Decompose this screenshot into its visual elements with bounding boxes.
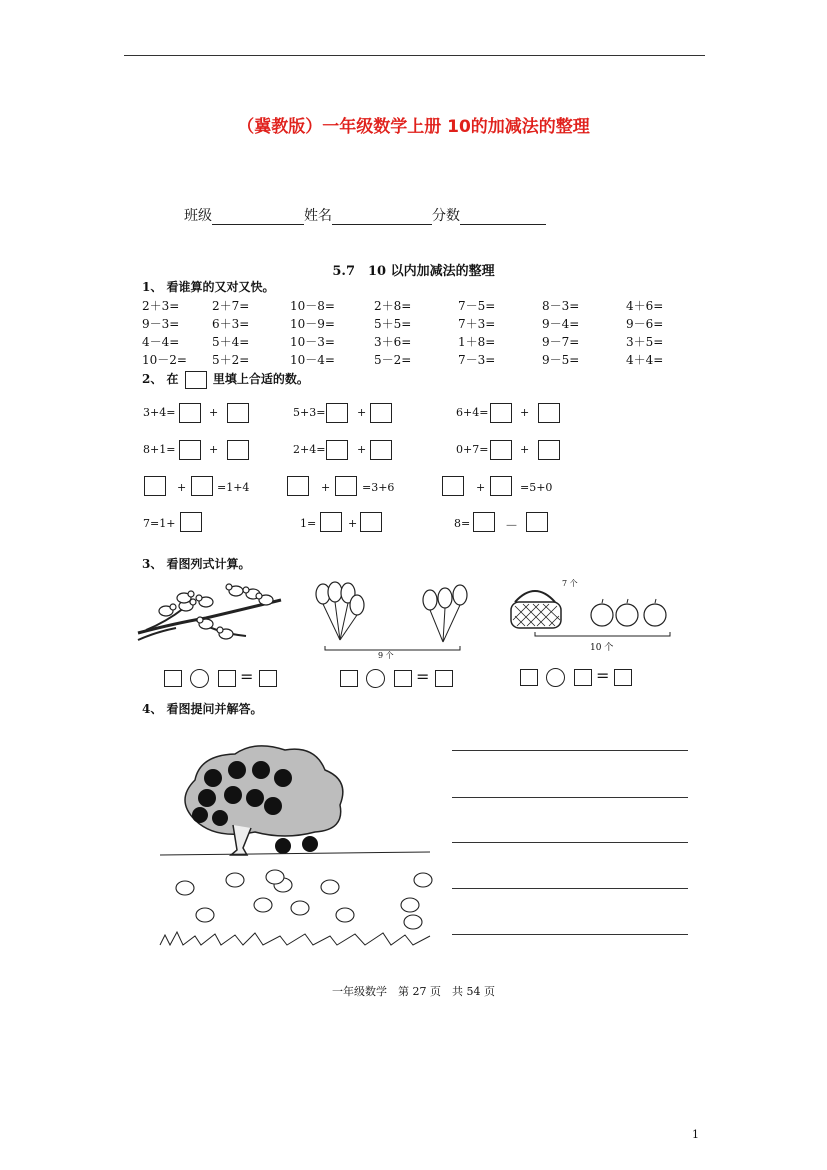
operator-circle[interactable] bbox=[546, 668, 565, 687]
name-label: 姓名 bbox=[304, 208, 332, 224]
exercise: 9－4= bbox=[542, 317, 580, 331]
balloons-image bbox=[305, 580, 475, 660]
exercise: 2＋3= bbox=[142, 299, 180, 313]
exercise-row bbox=[142, 333, 682, 349]
answer-box[interactable] bbox=[164, 670, 182, 687]
answer-box[interactable] bbox=[180, 512, 202, 532]
plus-sign: + bbox=[209, 443, 219, 456]
exercise: 4＋4= bbox=[626, 353, 664, 367]
exercise: 5＋5= bbox=[374, 317, 412, 331]
name-field[interactable] bbox=[332, 210, 432, 225]
exercise: 9－7= bbox=[542, 335, 580, 349]
exercise-row bbox=[142, 297, 682, 313]
answer-line[interactable] bbox=[452, 797, 688, 798]
section4-title: 4、 看图提问并解答。 bbox=[142, 702, 263, 716]
answer-box[interactable] bbox=[335, 476, 357, 496]
operator-circle[interactable] bbox=[366, 669, 385, 688]
answer-box[interactable] bbox=[191, 476, 213, 496]
answer-box[interactable] bbox=[614, 669, 632, 686]
exercise: 4＋6= bbox=[626, 299, 664, 313]
exercise-label: 8+1= bbox=[143, 443, 176, 456]
exercise-label: 5+3= bbox=[293, 406, 326, 419]
exercise: 5＋4= bbox=[212, 335, 250, 349]
exercise: 10－8= bbox=[290, 299, 335, 313]
section2-title bbox=[142, 370, 309, 389]
exercise-label: =5+0 bbox=[520, 481, 553, 494]
exercise: 7＋3= bbox=[458, 317, 496, 331]
plus-sign: + bbox=[476, 481, 486, 494]
balloon-total-label: 9 个 bbox=[378, 651, 394, 660]
document-title: （冀教版）一年级数学上册 10的加减法的整理 bbox=[237, 117, 590, 137]
exercise: 5＋2= bbox=[212, 353, 250, 367]
exercise: 1＋8= bbox=[458, 335, 496, 349]
exercise-label: 0+7= bbox=[456, 443, 489, 456]
answer-box[interactable] bbox=[320, 512, 342, 532]
exercise-label: 3+4= bbox=[143, 406, 176, 419]
equals-sign: = bbox=[240, 667, 254, 686]
answer-box[interactable] bbox=[360, 512, 382, 532]
plus-sign: + bbox=[520, 406, 530, 419]
answer-line[interactable] bbox=[452, 934, 688, 935]
plus-sign: + bbox=[357, 406, 367, 419]
section3-title: 3、 看图列式计算。 bbox=[142, 557, 251, 571]
answer-line[interactable] bbox=[452, 750, 688, 751]
answer-box[interactable] bbox=[538, 403, 560, 423]
exercise: 5－2= bbox=[374, 353, 412, 367]
page-number: 1 bbox=[692, 1128, 699, 1141]
basket-label: 7 个 bbox=[562, 579, 578, 588]
answer-box[interactable] bbox=[435, 670, 453, 687]
answer-box[interactable] bbox=[227, 403, 249, 423]
exercise: 7－3= bbox=[458, 353, 496, 367]
plus-sign: + bbox=[209, 406, 219, 419]
plus-sign: + bbox=[357, 443, 367, 456]
answer-box[interactable] bbox=[179, 440, 201, 460]
exercise: 2＋8= bbox=[374, 299, 412, 313]
answer-box[interactable] bbox=[490, 440, 512, 460]
worksheet-heading: 5.7 10 以内加减法的整理 bbox=[332, 264, 495, 279]
answer-box[interactable] bbox=[340, 670, 358, 687]
exercise: 3＋6= bbox=[374, 335, 412, 349]
answer-box[interactable] bbox=[287, 476, 309, 496]
exercise: 10－3= bbox=[290, 335, 335, 349]
exercise-label: 6+4= bbox=[456, 406, 489, 419]
birds-on-branch-image bbox=[136, 578, 286, 650]
student-info bbox=[184, 205, 546, 225]
score-label: 分数 bbox=[432, 208, 460, 224]
answer-box[interactable] bbox=[526, 512, 548, 532]
exercise: 2＋7= bbox=[212, 299, 250, 313]
answer-box[interactable] bbox=[442, 476, 464, 496]
plus-sign: + bbox=[321, 481, 331, 494]
class-field[interactable] bbox=[212, 210, 304, 225]
answer-box[interactable] bbox=[574, 669, 592, 686]
exercise-label: 7=1+ bbox=[143, 517, 176, 530]
class-label: 班级 bbox=[184, 208, 212, 224]
answer-box[interactable] bbox=[394, 670, 412, 687]
answer-box[interactable] bbox=[538, 440, 560, 460]
plus-sign: + bbox=[177, 481, 187, 494]
exercise-label: =1+4 bbox=[217, 481, 250, 494]
exercise: 9－6= bbox=[626, 317, 664, 331]
exercise: 9－3= bbox=[142, 317, 180, 331]
exercise-label: 8= bbox=[454, 517, 471, 530]
exercise: 4－4= bbox=[142, 335, 180, 349]
apple-tree-chicks-image bbox=[155, 740, 435, 955]
answer-box[interactable] bbox=[370, 403, 392, 423]
exercise: 7－5= bbox=[458, 299, 496, 313]
answer-box[interactable] bbox=[490, 403, 512, 423]
answer-box[interactable] bbox=[218, 670, 236, 687]
exercise-row bbox=[142, 351, 682, 367]
operator-circle[interactable] bbox=[190, 669, 209, 688]
exercise: 3＋5= bbox=[626, 335, 664, 349]
section1-title: 1、 看谁算的又对又快。 bbox=[142, 280, 275, 294]
exercise: 8－3= bbox=[542, 299, 580, 313]
exercise-label: =3+6 bbox=[362, 481, 395, 494]
header-rule bbox=[124, 55, 705, 56]
section2-title-post: 里填上合适的数。 bbox=[212, 372, 309, 386]
exercise: 10－2= bbox=[142, 353, 187, 367]
exercise: 9－5= bbox=[542, 353, 580, 367]
equals-sign: = bbox=[416, 667, 430, 686]
equals-sign: = bbox=[596, 666, 610, 685]
answer-box[interactable] bbox=[144, 476, 166, 496]
exercise: 10－9= bbox=[290, 317, 335, 331]
answer-box[interactable] bbox=[473, 512, 495, 532]
answer-box[interactable] bbox=[520, 669, 538, 686]
plus-sign: + bbox=[348, 517, 358, 530]
answer-line[interactable] bbox=[452, 842, 688, 843]
total-apples-label: 10 个 bbox=[590, 643, 614, 653]
answer-box[interactable] bbox=[490, 476, 512, 496]
answer-box[interactable] bbox=[227, 440, 249, 460]
exercise-label: 2+4= bbox=[293, 443, 326, 456]
answer-box[interactable] bbox=[179, 403, 201, 423]
section2-title-pre: 2、 在 bbox=[142, 372, 179, 386]
exercise: 6＋3= bbox=[212, 317, 250, 331]
score-field[interactable] bbox=[460, 210, 546, 225]
box-icon bbox=[185, 371, 207, 389]
answer-box[interactable] bbox=[326, 403, 348, 423]
worksheet-footer: 一年级数学 第 27 页 共 54 页 bbox=[332, 985, 495, 998]
answer-box[interactable] bbox=[326, 440, 348, 460]
exercise: 10－4= bbox=[290, 353, 335, 367]
answer-box[interactable] bbox=[370, 440, 392, 460]
exercise-row bbox=[142, 315, 682, 331]
answer-box[interactable] bbox=[259, 670, 277, 687]
plus-sign: + bbox=[520, 443, 530, 456]
exercise-label: 1= bbox=[300, 517, 317, 530]
answer-line[interactable] bbox=[452, 888, 688, 889]
minus-sign: － bbox=[505, 519, 519, 534]
